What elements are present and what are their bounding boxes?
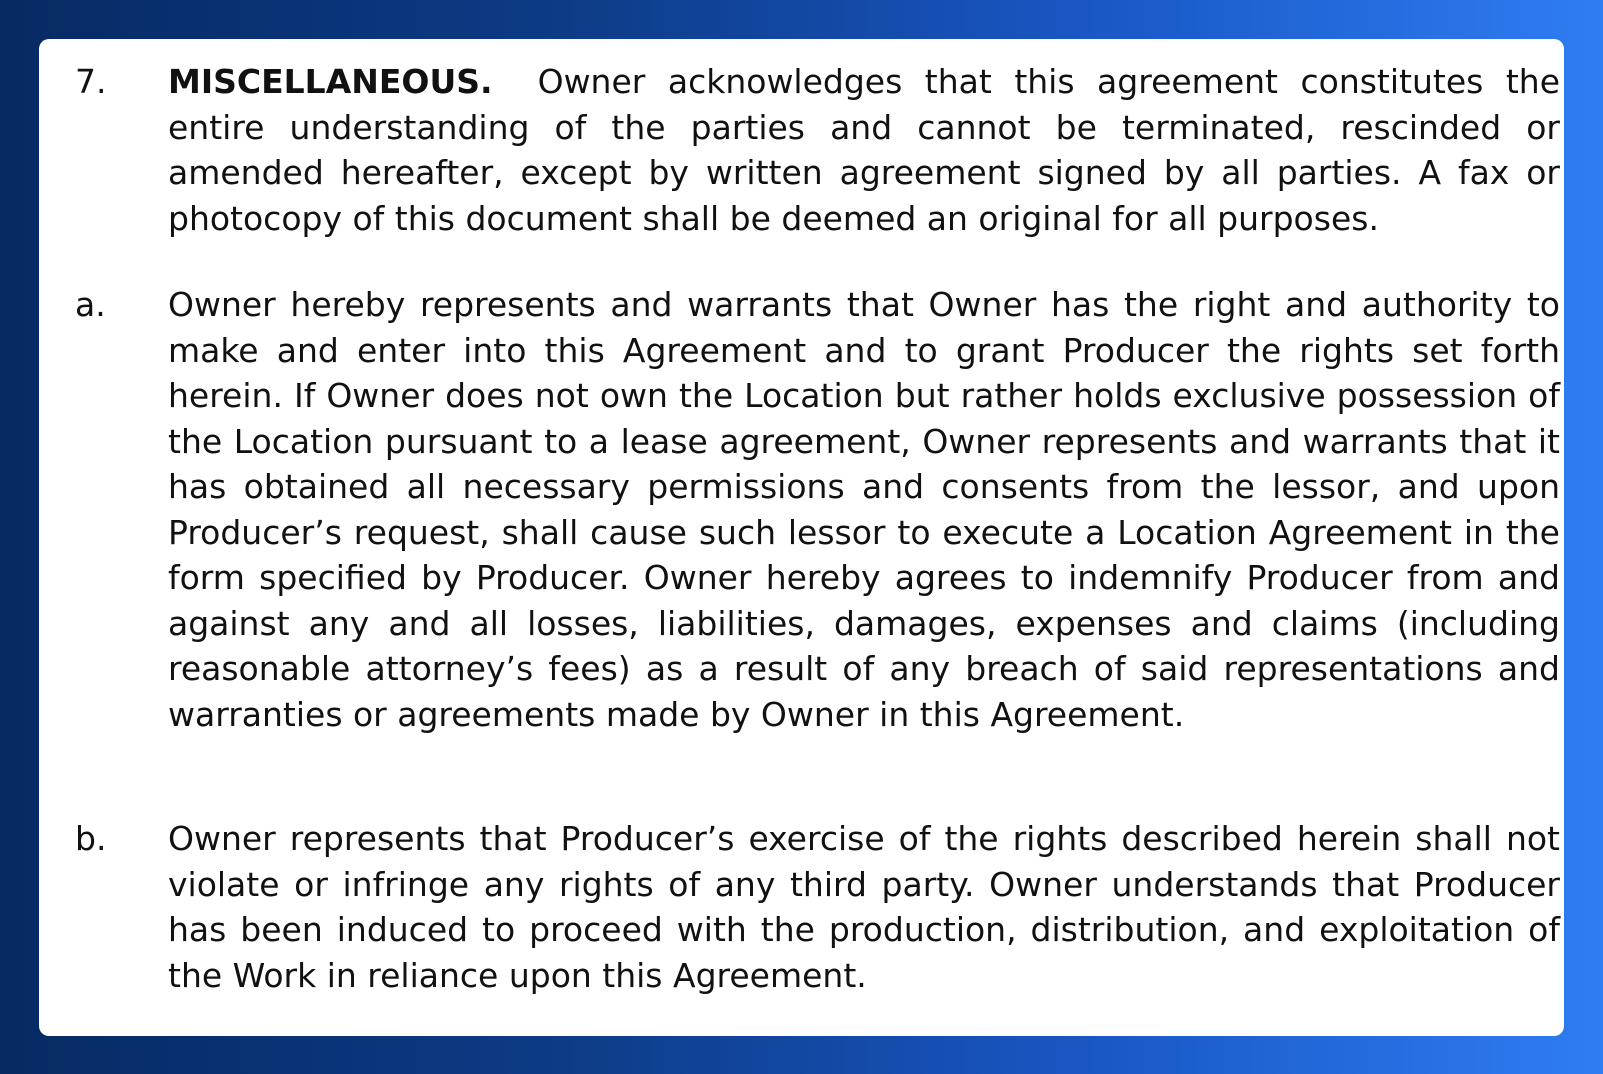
clause-7-miscellaneous — [75, 59, 1560, 241]
clause-letter: a. — [75, 285, 106, 324]
clause-letter: b. — [75, 819, 107, 858]
clause-text: Owner acknowledges that this agreement constitutes the entire understanding of the parties and cannot be terminated, rescinded or amended hereafter, except by written agreement signed by all parties. A fax or photocopy of this document shall be deemed an original for all purposes. — [168, 62, 1560, 238]
clause-text: Owner represents that Producer’s exercise of the rights described herein shall not violate or infringe any rights of any third party. Owner understands that Producer has been induced to proceed with the production, distribution, and exploitation of the Work in reliance upon this Agreement. — [168, 819, 1560, 995]
clause-b-third-party-rights — [75, 816, 1560, 998]
document-page — [39, 39, 1564, 1036]
clause-heading: MISCELLANEOUS. — [168, 62, 493, 101]
clause-number: 7. — [75, 62, 107, 101]
clause-body — [168, 59, 1560, 241]
clause-a-representations — [75, 282, 1560, 737]
clause-text: Owner hereby represents and warrants that Owner has the right and authority to make and enter into this Agreement and to grant Producer the rights set forth herein. If Owner does not own the Location but rather holds exclusive possession of the Location pursuant to a lease agreement, Owner represents and warrants that it has obtained all necessary permissions and consents from the lessor, and upon Producer’s request, shall cause such lessor to execute a Location Agreement in the form specified by Producer. Owner hereby agrees to indemnify Producer from and against any and all losses, liabilities, damages, expenses and claims (including reasonable attorney’s fees) as a result of any breach of said representations and warranties or agreements made by Owner in this Agreement. — [168, 285, 1560, 734]
